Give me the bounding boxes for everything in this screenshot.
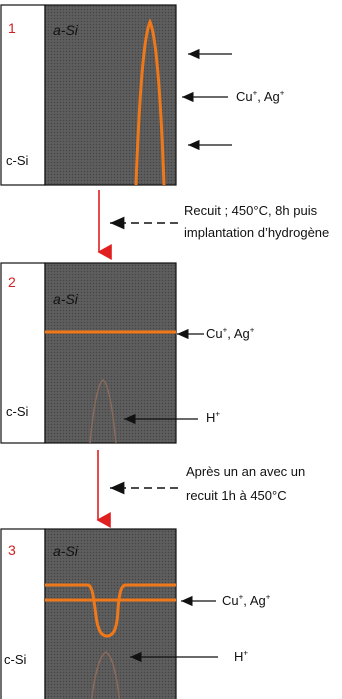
substrate-label: c-Si <box>6 153 29 168</box>
ions-label: Cu+, Ag+ <box>206 325 255 341</box>
transition-2 <box>0 450 342 528</box>
step-3-panel <box>0 528 342 699</box>
step-2-diagram <box>0 262 342 450</box>
hydrogen-label: H+ <box>234 648 249 664</box>
process-note-1-line1: Recuit ; 450°C, 8h puis <box>184 203 318 218</box>
substrate-label: c-Si <box>4 652 27 667</box>
step-3-diagram <box>0 528 342 699</box>
amorphous-silicon-layer <box>45 263 176 443</box>
process-note-1 <box>184 200 329 244</box>
step-number: 3 <box>8 542 16 558</box>
transition-1 <box>0 190 342 262</box>
amorphous-label: a-Si <box>53 543 78 559</box>
ions-label: Cu+, Ag+ <box>222 592 271 608</box>
process-note-2 <box>186 460 305 508</box>
step-1-diagram <box>0 0 342 190</box>
step-2-panel <box>0 262 342 450</box>
amorphous-label: a-Si <box>53 22 78 38</box>
step-number: 1 <box>8 20 16 36</box>
process-note-2-line1: Après un an avec un <box>186 464 306 479</box>
hydrogen-label: H+ <box>206 409 221 425</box>
amorphous-label: a-Si <box>53 291 78 307</box>
process-note-2-line2: recuit 1h à 450°C <box>186 488 287 503</box>
process-note-1-line2: implantation d’hydrogène <box>184 225 330 240</box>
step-number: 2 <box>8 274 16 290</box>
substrate-label: c-Si <box>6 404 29 419</box>
step-1-panel <box>0 0 342 190</box>
ions-label: Cu+, Ag+ <box>236 88 285 104</box>
